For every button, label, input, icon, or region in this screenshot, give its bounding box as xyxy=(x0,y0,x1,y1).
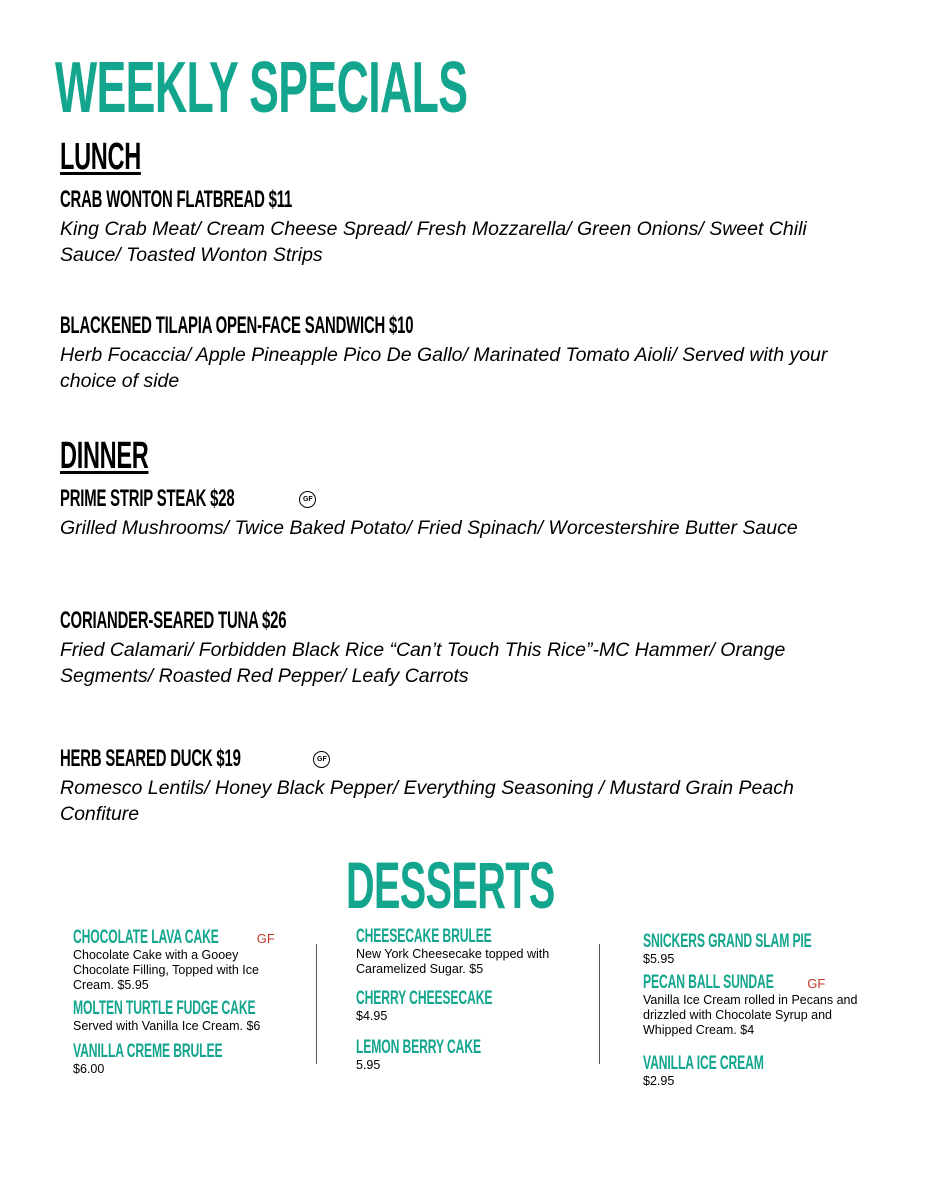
special-name: CRAB WONTON FLATBREAD $11 xyxy=(60,186,293,213)
dessert-description: $5.95 xyxy=(643,952,675,966)
special-description: King Crab Meat/ Cream Cheese Spread/ Fresh Mozzarella/ Green Onions/ Sweet Chili Sauce/ Toasted Wonton Strips xyxy=(60,218,807,266)
special-description: Herb Focaccia/ Apple Pineapple Pico De Gallo/ Marinated Tomato Aioli/ Served with your choice of side xyxy=(60,344,828,392)
dessert-name: MOLTEN TURTLE FUDGE CAKE xyxy=(73,998,256,1019)
dessert-item xyxy=(643,932,873,967)
dessert-description: $2.95 xyxy=(643,1074,675,1088)
page-title: WEEKLY SPECIALS xyxy=(55,48,468,128)
gluten-free-label: GF xyxy=(807,976,826,991)
special-description: Grilled Mushrooms/ Twice Baked Potato/ Fried Spinach/ Worcestershire Butter Sauce xyxy=(60,517,798,539)
special-name: PRIME STRIP STEAK $28 xyxy=(60,485,235,512)
dessert-description: $4.95 xyxy=(356,1009,388,1023)
dessert-description: New York Cheesecake topped with Caramelized Sugar. $5 xyxy=(356,947,550,976)
special-item-prime-strip-steak xyxy=(60,485,860,541)
special-item-blackened-tilapia xyxy=(60,312,860,394)
special-name: BLACKENED TILAPIA OPEN-FACE SANDWICH $10 xyxy=(60,312,414,339)
dessert-item xyxy=(356,1038,586,1073)
dinner-heading: DINNER xyxy=(60,435,149,477)
dessert-column-2 xyxy=(356,927,586,1079)
gluten-free-label: GF xyxy=(256,931,275,946)
special-item-crab-wonton xyxy=(60,186,860,268)
desserts-heading: DESSERTS xyxy=(346,848,555,922)
dessert-item xyxy=(73,928,288,993)
dessert-item xyxy=(643,1054,873,1089)
dessert-name: CHEESECAKE BRULEE xyxy=(356,926,492,947)
dessert-description: Served with Vanilla Ice Cream. $6 xyxy=(73,1019,261,1033)
special-description: Romesco Lentils/ Honey Black Pepper/ Everything Seasoning / Mustard Grain Peach Confiture xyxy=(60,777,794,825)
dessert-name: VANILLA ICE CREAM xyxy=(643,1053,764,1074)
lunch-heading: LUNCH xyxy=(60,136,141,178)
special-item-herb-seared-duck xyxy=(60,745,860,827)
dessert-name: VANILLA CREME BRULEE xyxy=(73,1041,223,1062)
dessert-item xyxy=(73,1042,288,1077)
dessert-description: 5.95 xyxy=(356,1058,381,1072)
gluten-free-icon: GF xyxy=(313,751,330,768)
dessert-name: CHERRY CHEESECAKE xyxy=(356,988,493,1009)
column-divider xyxy=(316,944,317,1064)
dessert-item xyxy=(643,973,873,1038)
special-name: HERB SEARED DUCK $19 xyxy=(60,745,241,772)
dessert-column-3 xyxy=(643,932,873,1095)
dessert-name: SNICKERS GRAND SLAM PIE xyxy=(643,931,812,952)
dessert-column-1 xyxy=(73,928,288,1083)
dessert-description: Vanilla Ice Cream rolled in Pecans and drizzled with Chocolate Syrup and Whipped Cream. $4 xyxy=(643,993,858,1037)
special-item-coriander-tuna xyxy=(60,607,860,689)
dessert-item xyxy=(73,999,288,1034)
special-name: CORIANDER-SEARED TUNA $26 xyxy=(60,607,287,634)
dessert-description: Chocolate Cake with a Gooey Chocolate Filling, Topped with Ice Cream. $5.95 xyxy=(73,948,259,992)
dessert-name: LEMON BERRY CAKE xyxy=(356,1037,481,1058)
dessert-item xyxy=(356,989,586,1024)
gluten-free-icon: GF xyxy=(299,491,316,508)
dessert-description: $6.00 xyxy=(73,1062,105,1076)
special-description: Fried Calamari/ Forbidden Black Rice “Can’t Touch This Rice”-MC Hammer/ Orange Segments/ Roasted Red Pepper/ Leafy Carrots xyxy=(60,639,786,687)
dessert-item xyxy=(356,927,586,977)
dessert-name: CHOCOLATE LAVA CAKE xyxy=(73,927,219,948)
dessert-name: PECAN BALL SUNDAE xyxy=(643,972,774,993)
column-divider xyxy=(599,944,600,1064)
